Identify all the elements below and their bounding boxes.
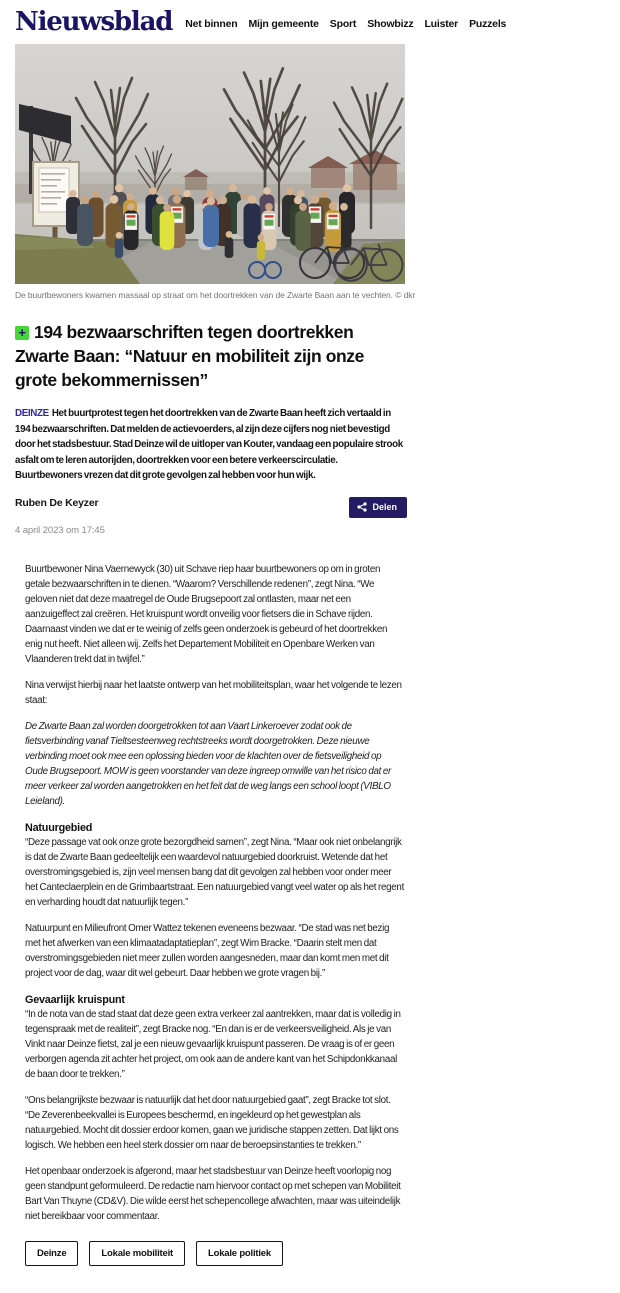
site-header (0, 0, 620, 41)
main-nav (185, 15, 506, 30)
location-label: DEINZE (15, 408, 49, 419)
body-paragraph: Het openbaar onderzoek is afgerond, maar het stadsbestuur van Deinze heeft voorlopig nog geen standpunt geformuleerd. De redactie nam hiervoor contact op met schepen van Mobiliteit Bart Van Thuyne (CD&V). Die wilde eerst het schepencollege afwachten, maar was uiteindelijk niet bereikbaar voor commentaar. (25, 1165, 401, 1222)
nav-item-puzzels[interactable]: Puzzels (469, 17, 507, 30)
article-lead (15, 406, 405, 484)
author-name: Ruben De Keyzer (15, 496, 99, 509)
nav-item-net-binnen[interactable]: Net binnen (185, 17, 238, 30)
share-button[interactable] (349, 497, 407, 518)
share-icon (357, 502, 367, 512)
body-paragraph: “Deze passage vat ook onze grote bezorgdheid samen”, zegt Nina. “Maar ook niet onbelangrijk is dat de Zwarte Baan gedeeltelijk een waardevol natuurgebied doorkruist. Wetende dat het overstromingsgebied is, zijn veel mensen bang dat dit gevolgen zal hebben voor onder meer het Canteclaerplein en de Grimbaartstraat. Een natuurgebied vangt veel water op als het regent en verharding houdt dat natuurlijk tegen.” (25, 836, 404, 908)
article-title (15, 320, 387, 392)
body-paragraph: “Ons belangrijkste bezwaar is natuurlijk dat het door natuurgebied gaat”, zegt Bracke tot slot. “De Zeverenbeekvallei is Europees beschermd, en ingekleurd op het gewestplan als natuurgebied. Mocht dit dossier erdoor komen, gaan we juridische stappen zetten. Dat lijkt ons logisch. We hebben een heel sterk dossier om naar de beroepsinstanties te trekken.” (25, 1094, 399, 1151)
article-body (25, 562, 405, 1224)
body-paragraph: Nina verwijst hierbij naar het laatste ontwerp van het mobiliteitsplan, waar het volgende te lezen staat: (25, 679, 402, 706)
body-paragraph: Buurtbewoner Nina Vaernewyck (30) uit Schave riep haar buurtbewoners op om in groten getale bezwaarschriften in te dienen. “Waarom? Verschillende redenen”, zegt Nina. “We geloven niet dat deze maatregel de Oude Brugsepoort zal ontlasten, maar net een aanzuigeffect zal creëren. Het kruispunt wordt onveilig voor fietsers die in Schave rijden. Daarnaast vinden we dat er te weinig of zelfs geen onderzoek is gebeurd of het doortrekken enig nut heeft. Niet alleen wij. Zelfs het Departement Mobiliteit en Openbare Werken van Vlaanderen trekt dat in twijfel.” (25, 563, 388, 665)
photo-caption: De buurtbewoners kwamen massaal op straat om het doortrekken van de Zwarte Baan aan te vechten. © dkr (15, 290, 416, 300)
subheading-gevaarlijk-kruispunt: Gevaarlijk kruispunt (25, 993, 125, 1006)
nav-item-mijn-gemeente[interactable]: Mijn gemeente (248, 17, 319, 30)
plan-quote-paragraph: De Zwarte Baan zal worden doorgetrokken tot aan Vaart Linkeroever zodat ook de fietsverbinding vanaf Tieltsesteenweg rechtstreeks wordt doorgetrokken. Deze nieuwe verbinding moet ook mee een oplossing bieden voor de klachten over de fietsveiligheid op Oude Brugsepoort. MOW is geen voorstander van deze ingreep omwille van het risico dat er meer verkeer zal worden aangetrokken en het feit dat de weg langs een school loopt (VIBLO Leieland). (25, 720, 391, 807)
nieuwsblad-logo[interactable]: Nieuwsblad (15, 7, 173, 37)
share-button-label: Delen (372, 502, 397, 512)
nav-item-luister[interactable]: Luister (424, 17, 459, 30)
tag-lokale-politiek[interactable]: Lokale politiek (196, 1241, 283, 1266)
article-photo (15, 44, 405, 284)
subheading-natuurgebied: Natuurgebied (25, 821, 93, 834)
nav-item-sport[interactable]: Sport (329, 17, 357, 30)
tag-deinze[interactable]: Deinze (25, 1241, 78, 1266)
body-paragraph: “In de nota van de stad staat dat deze geen extra verkeer zal aantrekken, maar dat is volledig in tegenspraak met de realiteit”, zegt Bracke nog. “En dan is er de verkeersveiligheid. Als je van Vinkt naar Deinze fietst, zal je een nieuw gevaarlijk kruispunt passeren. De vraag is of er geen verborgen agenda zit achter het project, om ook aan de andere kant van het Schipdonkkanaal de baan door te trekken.” (25, 1008, 401, 1080)
tag-list (25, 1241, 605, 1266)
body-paragraph: Natuurpunt en Milieufront Omer Wattez tekenen eveneens bezwaar. “De stad was net bezig met het afwerken van een klimaatadaptatieplan”, zegt Wim Bracke. “Daarin stelt men dat overstromingsgebieden niet meer zullen worden aangesneden, maar dan komt men met dit project voor de dag, waar dit wel gebeurt. Daar hebben we grote vragen bij.” (25, 922, 390, 979)
article (15, 320, 407, 536)
plus-premium-icon: + (15, 326, 29, 340)
byline-row (15, 497, 407, 518)
tag-lokale-mobiliteit[interactable]: Lokale mobiliteit (89, 1241, 185, 1266)
article-title-text: 194 bezwaarschriften tegen doortrekken Zwarte Baan: “Natuur en mobiliteit zijn onze grote bekommernissen” (15, 322, 364, 390)
nav-item-showbizz[interactable]: Showbizz (367, 17, 414, 30)
article-lead-text: Het buurtprotest tegen het doortrekken van de Zwarte Baan heeft zich vertaald in 194 bezwaarschriften. Dat melden de actievoerders, al zijn deze cijfers nog niet bevestigd door het stadsbestuur. Stad Deinze wil de uitloper van Kouter, vandaag een populaire strook asfalt om te leren autorijden, doortrekken voor een betere verkeerscirculatie. Buurtbewoners vrezen dat dit grote gevolgen zal hebben voor hun wijk. (15, 408, 403, 481)
publish-date: 4 april 2023 om 17:45 (15, 524, 105, 536)
